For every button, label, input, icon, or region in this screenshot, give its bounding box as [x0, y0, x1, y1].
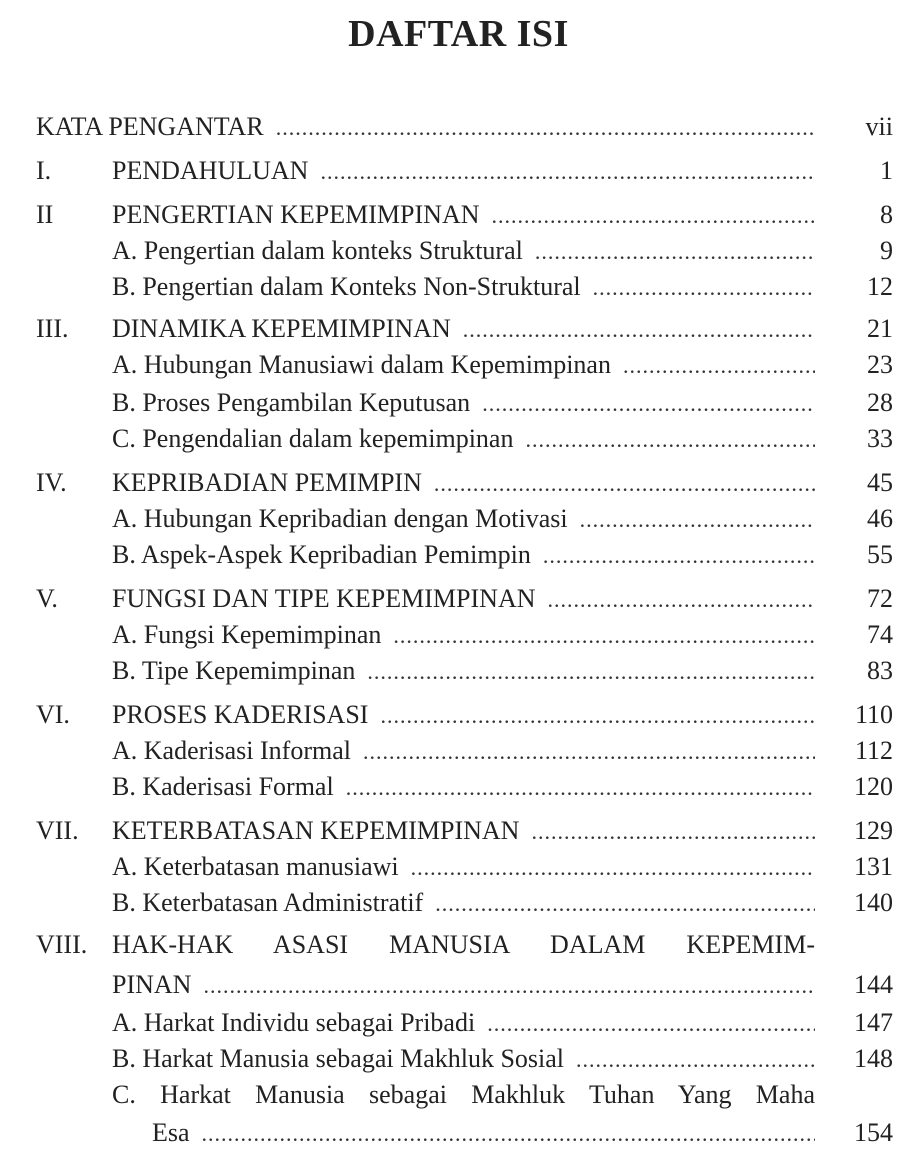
page-title: DAFTAR ISI: [348, 13, 569, 55]
toc-entry: [0, 772, 917, 806]
toc-entry-number: III.: [36, 314, 69, 343]
toc-entry: [0, 504, 917, 538]
toc-entry: [0, 700, 917, 734]
dot-leader: [482, 391, 815, 417]
toc-entry-number: I.: [36, 156, 52, 185]
toc-entry-page: 33: [867, 424, 893, 453]
dot-leader: [363, 739, 815, 765]
dot-leader: [435, 891, 815, 917]
toc-entry: [0, 424, 917, 458]
toc-entry-label: B. Keterbatasan Administratif: [112, 888, 424, 917]
toc-entry-label: FUNGSI DAN TIPE KEPEMIMPINAN: [112, 584, 536, 613]
toc-entry-label: B. Proses Pengambilan Keputusan: [112, 388, 471, 417]
toc-entry-page: 144: [854, 970, 893, 999]
toc-entry-label: KATA PENGANTAR: [36, 112, 264, 141]
toc-entry-label: C. Harkat Manusia sebagai Makhluk Tuhan Yang Maha: [112, 1080, 815, 1109]
toc-entry-number: V.: [36, 584, 58, 613]
toc-entry-label: HAK-HAK ASASI MANUSIA DALAM KEPEMIM-: [112, 930, 815, 959]
toc-entry-label: A. Kaderisasi Informal: [112, 736, 351, 765]
toc-entry: [0, 1080, 917, 1114]
dot-leader: [202, 1121, 815, 1147]
toc-entry: [0, 736, 917, 770]
toc-entry: [0, 888, 917, 922]
toc-entry-page: 83: [867, 656, 893, 685]
dot-leader: [492, 203, 816, 229]
dot-leader: [346, 775, 815, 801]
toc-entry-label: Esa: [152, 1118, 190, 1147]
toc-entry-page: 45: [867, 468, 893, 497]
toc-entry-label: A. Harkat Individu sebagai Pribadi: [112, 1008, 476, 1037]
dot-leader: [203, 973, 815, 999]
toc-entry: [0, 540, 917, 574]
toc-entry-page: 148: [854, 1044, 893, 1073]
toc-entry-page: 154: [854, 1118, 893, 1147]
toc-entry-label: KEPRIBADIAN PEMIMPIN: [112, 468, 422, 497]
toc-entry-page: 120: [854, 772, 893, 801]
toc-entry-label: A. Hubungan Manusiawi dalam Kepemimpinan: [112, 350, 611, 379]
toc-entry: [0, 112, 917, 146]
toc-entry-label: PROSES KADERISASI: [112, 700, 369, 729]
toc-entry: [0, 350, 917, 384]
toc-entry-page: 140: [854, 888, 893, 917]
toc-entry-number: VII.: [36, 816, 79, 845]
toc-entry-page: 21: [867, 314, 893, 343]
toc-entry-label: B. Harkat Manusia sebagai Makhluk Sosial: [112, 1044, 565, 1073]
toc-entry: [0, 930, 917, 964]
toc-entry-page: 147: [854, 1008, 893, 1037]
toc-entry-page: 112: [854, 736, 893, 765]
toc-entry-page: 72: [867, 584, 893, 613]
toc-entry: [0, 584, 917, 618]
toc-entry-label: A. Keterbatasan manusiawi: [112, 852, 399, 881]
toc-entry-page: 28: [867, 388, 893, 417]
toc-entry-label: KETERBATASAN KEPEMIMPINAN: [112, 816, 520, 845]
toc-entry-label: B. Kaderisasi Formal: [112, 772, 334, 801]
toc-entry: [0, 1118, 917, 1152]
dot-leader: [543, 543, 815, 569]
dot-leader: [367, 659, 815, 685]
dot-leader: [411, 855, 815, 881]
dot-leader: [276, 115, 815, 141]
dot-leader: [380, 703, 815, 729]
dot-leader: [393, 623, 815, 649]
toc-entry: [0, 272, 917, 306]
toc-entry-label: PINAN: [112, 970, 192, 999]
toc-entry-label: PENGERTIAN KEPEMIMPINAN: [112, 200, 480, 229]
toc-entry: [0, 620, 917, 654]
toc-entry: [0, 970, 917, 1004]
toc-entry-page: 12: [867, 272, 893, 301]
toc-entry-label: B. Aspek-Aspek Kepribadian Pemimpin: [112, 540, 531, 569]
toc-entry: [0, 816, 917, 850]
toc-entry: [0, 468, 917, 502]
toc-entry-label: DINAMIKA KEPEMIMPINAN: [112, 314, 451, 343]
toc-entry-label: C. Pengendalian dalam kepemimpinan: [112, 424, 514, 453]
toc-entry: [0, 1008, 917, 1042]
dot-leader: [463, 317, 815, 343]
toc-entry-page: 23: [867, 350, 893, 379]
dot-leader: [487, 1011, 815, 1037]
toc-entry: [0, 200, 917, 234]
toc-entry-page: 55: [867, 540, 893, 569]
toc-entry: [0, 156, 917, 190]
toc-entry-number: IV.: [36, 468, 67, 497]
dot-leader: [434, 471, 815, 497]
dot-leader: [320, 159, 815, 185]
toc-entry: [0, 1044, 917, 1078]
toc-entry-page: 110: [854, 700, 893, 729]
toc-entry: [0, 852, 917, 886]
toc-entry-number: VIII.: [36, 930, 88, 959]
toc-entry-page: 1: [880, 156, 893, 185]
dot-leader: [580, 507, 815, 533]
toc-entry-number: II: [36, 200, 54, 229]
dot-leader: [531, 819, 815, 845]
toc-entry-label: A. Pengertian dalam konteks Struktural: [112, 236, 523, 265]
toc-entry: [0, 314, 917, 348]
dot-leader: [535, 239, 815, 265]
dot-leader: [593, 275, 815, 301]
toc-entry-page: 46: [867, 504, 893, 533]
toc-entry-label: B. Pengertian dalam Konteks Non-Struktural: [112, 272, 581, 301]
toc-entry-page: 74: [867, 620, 893, 649]
toc-entry-number: VI.: [36, 700, 70, 729]
dot-leader: [623, 353, 815, 379]
toc-entry-page: 9: [880, 236, 893, 265]
toc-entry-label: A. Fungsi Kepemimpinan: [112, 620, 382, 649]
dot-leader: [525, 427, 815, 453]
toc-entry: [0, 656, 917, 690]
toc-entry-label: B. Tipe Kepemimpinan: [112, 656, 356, 685]
toc-entry: [0, 236, 917, 270]
dot-leader: [548, 587, 816, 613]
toc-entry-label: PENDAHULUAN: [112, 156, 309, 185]
toc-entry: [0, 388, 917, 422]
toc-entry-label: A. Hubungan Kepribadian dengan Motivasi: [112, 504, 568, 533]
toc-entry-page: vii: [865, 112, 893, 141]
toc-entry-page: 8: [880, 200, 893, 229]
toc-entry-page: 129: [854, 816, 893, 845]
toc-entry-page: 131: [854, 852, 893, 881]
dot-leader: [576, 1047, 815, 1073]
